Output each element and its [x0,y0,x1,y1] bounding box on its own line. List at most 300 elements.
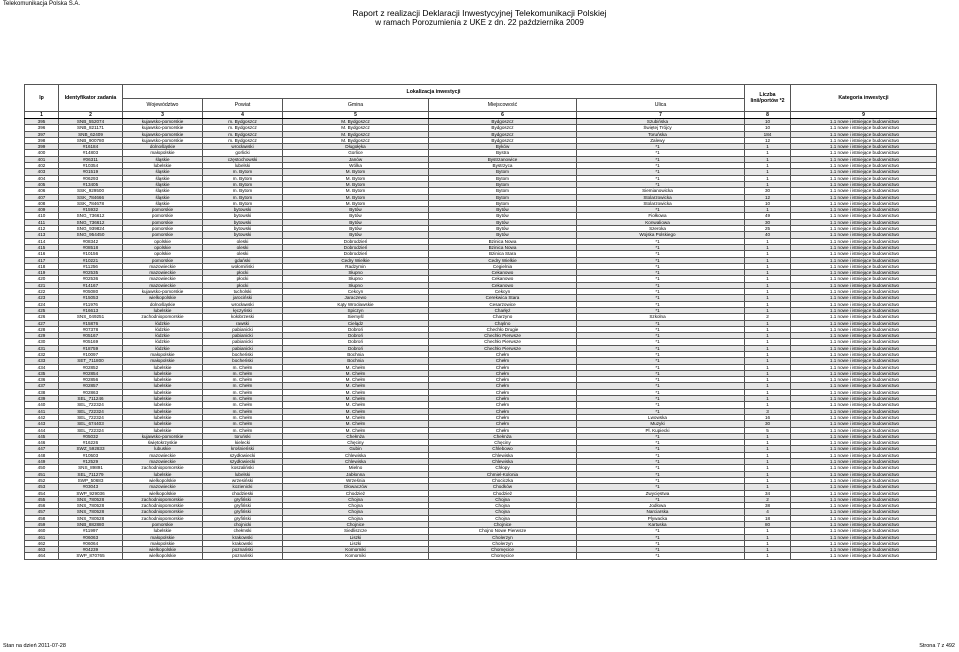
cell-powiat: szydłowiecki [203,452,283,458]
cell-gmina: Radzymin [283,263,429,269]
cell-wojewodztwo: lubelskie [123,383,203,389]
cell-miejscowosc: Chęciny [429,440,577,446]
cell-id: SET_711800 [59,358,123,364]
cell-ulica: *1 [577,276,745,282]
cell-lp: 446 [25,440,59,446]
cell-powiat: pabianicki [203,345,283,351]
cell-liczba: 1 [745,295,791,301]
cell-gmina: Września [283,477,429,483]
cell-powiat: pabianicki [203,326,283,332]
cell-liczba: 1 [745,307,791,313]
cell-liczba: 3 [745,408,791,414]
cell-wojewodztwo: mazowieckie [123,459,203,465]
cell-powiat: m. Chełm [203,402,283,408]
cell-miejscowosc: Chlewiska [429,459,577,465]
cell-lp: 463 [25,547,59,553]
cell-wojewodztwo: lubelskie [123,528,203,534]
cell-wojewodztwo: mazowieckie [123,282,203,288]
cell-wojewodztwo: zachodniopomorskie [123,509,203,515]
cell-wojewodztwo: śląskie [123,188,203,194]
cell-id: #16184 [59,144,123,150]
cell-id: #16613 [59,307,123,313]
cell-gmina: Chojna [283,496,429,502]
cell-liczba: 30 [745,421,791,427]
cell-liczba: 25 [745,226,791,232]
cell-kategoria: 1.1 nowe i istniejące budownictwo [791,301,937,307]
cell-miejscowosc: Bystra [429,150,577,156]
cell-ulica: Muzyki [577,421,745,427]
cell-liczba: 10 [745,125,791,131]
cell-kategoria: 1.1 nowe i istniejące budownictwo [791,119,937,125]
cell-ulica: Zwycięstwa [577,490,745,496]
cell-powiat: poznański [203,553,283,559]
cell-gmina: M. Bytom [283,194,429,200]
cell-kategoria: 1.1 nowe i istniejące budownictwo [791,314,937,320]
cell-liczba: 1 [745,251,791,257]
cell-miejscowosc: Cekanowo [429,276,577,282]
cell-powiat: m. Bytom [203,175,283,181]
cell-liczba: 1 [745,181,791,187]
cell-ulica: Lwowska [577,414,745,420]
cell-gmina: Chełmża [283,433,429,439]
cell-gmina: M. Chełm [283,427,429,433]
cell-liczba: 1 [745,150,791,156]
cell-gmina: Jabłonna [283,471,429,477]
cell-kategoria: 1.1 nowe i istniejące budownictwo [791,389,937,395]
cell-kategoria: 1.1 nowe i istniejące budownictwo [791,289,937,295]
cell-miejscowosc: Chełm [429,414,577,420]
cell-lp: 435 [25,370,59,376]
cell-ulica: Zalewy [577,137,745,143]
cell-miejscowosc: Chełm [429,408,577,414]
cell-kategoria: 1.1 nowe i istniejące budownictwo [791,270,937,276]
cell-miejscowosc: Chojna [429,496,577,502]
cell-lp: 409 [25,207,59,213]
cell-gmina: Siedliszcze [283,528,429,534]
cell-gmina: Kąty Wrocławskie [283,301,429,307]
cell-liczba: 1 [745,540,791,546]
cell-miejscowosc: Chomęcice [429,553,577,559]
cell-wojewodztwo: lubelskie [123,471,203,477]
cell-miejscowosc: Cekanowo [429,270,577,276]
header-ulica: Ulica [577,99,745,112]
cell-liczba: 1 [745,320,791,326]
cell-gmina: Jaraczewo [283,295,429,301]
cell-wojewodztwo: łódzkie [123,326,203,332]
cell-powiat: lubelski [203,471,283,477]
cell-ulica: *1 [577,351,745,357]
cell-lp: 413 [25,232,59,238]
cell-wojewodztwo: pomorskie [123,522,203,528]
cell-wojewodztwo: opolskie [123,244,203,250]
cell-gmina: M. Chełm [283,389,429,395]
cell-liczba: 1 [745,396,791,402]
cell-id: #10097 [59,351,123,357]
cell-id: #02535 [59,270,123,276]
cell-kategoria: 1.1 nowe i istniejące budownictwo [791,232,937,238]
cell-gmina: Słupno [283,276,429,282]
cell-gmina: M. Chełm [283,370,429,376]
cell-wojewodztwo: pomorskie [123,213,203,219]
cell-liczba: 38 [745,503,791,509]
cell-kategoria: 1.1 nowe i istniejące budownictwo [791,339,937,345]
cell-miejscowosc: Cholerzyn [429,534,577,540]
cell-gmina: Chojna [283,503,429,509]
column-number: 8 [745,112,791,119]
cell-miejscowosc: Chechło Pierwsze [429,333,577,339]
cell-gmina: Komorniki [283,553,429,559]
cell-ulica: *1 [577,295,745,301]
cell-miejscowosc: Chechło Pierwsze [429,339,577,345]
cell-wojewodztwo: dolnośląskie [123,144,203,150]
cell-lp: 450 [25,465,59,471]
cell-gmina: M. Chełm [283,383,429,389]
cell-lp: 395 [25,119,59,125]
cell-ulica: Stolarzowicka [577,200,745,206]
header-kategoria: Kategoria inwestycji [791,85,937,112]
cell-liczba: 1 [745,144,791,150]
cell-gmina: M. Chełm [283,402,429,408]
cell-id: #02863 [59,389,123,395]
cell-wojewodztwo: pomorskie [123,257,203,263]
cell-gmina: M. Bydgoszcz [283,119,429,125]
cell-powiat: oleski [203,251,283,257]
cell-id: #06293 [59,175,123,181]
cell-gmina: Bytów [283,213,429,219]
cell-miejscowosc: Chodków [429,484,577,490]
cell-miejscowosc: Chlebowo [429,446,577,452]
cell-kategoria: 1.1 nowe i istniejące budownictwo [791,534,937,540]
header-miejscowosc: Miejscowość [429,99,577,112]
cell-miejscowosc: Chełm [429,421,577,427]
cell-ulica: *1 [577,364,745,370]
cell-kategoria: 1.1 nowe i istniejące budownictwo [791,421,937,427]
cell-gmina: M. Bydgoszcz [283,125,429,131]
cell-powiat: m. Chełm [203,414,283,420]
cell-id: #11976 [59,301,123,307]
cell-miejscowosc: Bydgoszcz [429,125,577,131]
cell-powiat: pabianicki [203,339,283,345]
cell-ulica: Siemianowicka [577,188,745,194]
header-wojewodztwo: Województwo [123,99,203,112]
cell-powiat: m. Chełm [203,364,283,370]
cell-wojewodztwo: śląskie [123,200,203,206]
investment-table [24,84,937,560]
cell-id: #16226 [59,440,123,446]
cell-lp: 425 [25,307,59,313]
cell-ulica: *1 [577,358,745,364]
cell-wojewodztwo: łódzkie [123,345,203,351]
cell-id: #08342 [59,238,123,244]
cell-miejscowosc: Bytom [429,169,577,175]
cell-wojewodztwo: lubelskie [123,414,203,420]
cell-id: SEL_711246 [59,396,123,402]
cell-lp: 419 [25,270,59,276]
header-gmina: Gmina [283,99,429,112]
cell-lp: 448 [25,452,59,458]
cell-wojewodztwo: mazowieckie [123,484,203,490]
cell-id: #02856 [59,377,123,383]
cell-kategoria: 1.1 nowe i istniejące budownictwo [791,244,937,250]
cell-liczba: 1 [745,351,791,357]
cell-id: #11256 [59,263,123,269]
cell-powiat: oleski [203,244,283,250]
cell-wojewodztwo: śląskie [123,181,203,187]
cell-miejscowosc: Chojna [429,515,577,521]
cell-id: #10503 [59,452,123,458]
cell-ulica: *1 [577,433,745,439]
cell-kategoria: 1.1 nowe i istniejące budownictwo [791,219,937,225]
cell-ulica: *1 [577,540,745,546]
cell-liczba: 40 [745,232,791,238]
cell-liczba: 1 [745,547,791,553]
cell-id: SNB_821171 [59,125,123,131]
cell-powiat: poznański [203,547,283,553]
cell-powiat: bocheński [203,358,283,364]
cell-kategoria: 1.1 nowe i istniejące budownictwo [791,433,937,439]
cell-wojewodztwo: kujawsko-pomorskie [123,137,203,143]
cell-id: SWZ_592833 [59,446,123,452]
cell-miejscowosc: Bzinica Nowa [429,244,577,250]
cell-ulica: *1 [577,459,745,465]
cell-gmina: Chojnice [283,522,429,528]
cell-ulica: *1 [577,370,745,376]
cell-liczba: 34 [745,490,791,496]
cell-powiat: kozienicki [203,484,283,490]
cell-gmina: M. Chełm [283,408,429,414]
cell-ulica: *1 [577,553,745,559]
cell-id: #02854 [59,370,123,376]
cell-gmina: Gubin [283,446,429,452]
cell-miejscowosc: Chomęcice [429,547,577,553]
cell-wojewodztwo: śląskie [123,156,203,162]
cell-id: SEL_674403 [59,421,123,427]
cell-miejscowosc: Bydgoszcz [429,119,577,125]
cell-wojewodztwo: lubelskie [123,396,203,402]
cell-kategoria: 1.1 nowe i istniejące budownictwo [791,370,937,376]
cell-kategoria: 1.1 nowe i istniejące budownictwo [791,465,937,471]
cell-ulica: *1 [577,289,745,295]
cell-kategoria: 1.1 nowe i istniejące budownictwo [791,251,937,257]
cell-liczba: 1 [745,484,791,490]
cell-ulica: Stolarzowicka [577,194,745,200]
cell-lp: 399 [25,144,59,150]
cell-ulica: *1 [577,484,745,490]
cell-powiat: płocki [203,270,283,276]
cell-lp: 441 [25,408,59,414]
cell-id: SEL_711279 [59,471,123,477]
cell-gmina: Słupno [283,282,429,288]
cell-lp: 457 [25,509,59,515]
cell-liczba: 1 [745,257,791,263]
cell-liczba: 1 [745,553,791,559]
cell-gmina: Dobroń [283,339,429,345]
cell-powiat: bytowski [203,213,283,219]
cell-gmina: Chojna [283,509,429,515]
cell-gmina: Dobroń [283,333,429,339]
cell-liczba: 1 [745,383,791,389]
cell-miejscowosc: Bytów [429,226,577,232]
cell-id: #01519 [59,169,123,175]
cell-ulica: *1 [577,320,745,326]
cell-liczba: 1 [745,459,791,465]
cell-gmina: M. Chełm [283,414,429,420]
cell-miejscowosc: Cegielnia [429,263,577,269]
cell-id: #06311 [59,156,123,162]
cell-liczba: 1 [745,263,791,269]
cell-liczba: 1 [745,289,791,295]
cell-id: #13405 [59,181,123,187]
cell-kategoria: 1.1 nowe i istniejące budownictwo [791,459,937,465]
cell-wojewodztwo: małopolskie [123,358,203,364]
cell-lp: 458 [25,515,59,521]
cell-ulica: Narciarska [577,509,745,515]
cell-kategoria: 1.1 nowe i istniejące budownictwo [791,396,937,402]
cell-lp: 412 [25,226,59,232]
cell-liczba: 30 [745,219,791,225]
cell-ulica: *1 [577,465,745,471]
cell-id: #18759 [59,345,123,351]
cell-powiat: krośnieński [203,446,283,452]
cell-ulica: *1 [577,496,745,502]
cell-lp: 453 [25,484,59,490]
cell-lp: 421 [25,282,59,288]
cell-id: SNS_89891 [59,465,123,471]
cell-powiat: jarociński [203,295,283,301]
cell-ulica: *1 [577,383,745,389]
cell-lp: 414 [25,238,59,244]
cell-id: SNB_882880 [59,522,123,528]
cell-powiat: chodzieski [203,490,283,496]
cell-miejscowosc: Cedry Wielkie [429,257,577,263]
cell-miejscowosc: Cerekwica Stara [429,295,577,301]
cell-miejscowosc: Chechło Drugie [429,326,577,332]
cell-id: #02536 [59,276,123,282]
cell-wojewodztwo: pomorskie [123,207,203,213]
cell-powiat: m. Chełm [203,383,283,389]
cell-gmina: M. Bytom [283,188,429,194]
cell-liczba: 1 [745,339,791,345]
cell-liczba: 1 [745,156,791,162]
cell-gmina: Komorniki [283,547,429,553]
cell-ulica: *1 [577,238,745,244]
cell-ulica: *1 [577,156,745,162]
cell-powiat: m. Bydgoszcz [203,125,283,131]
cell-kategoria: 1.1 nowe i istniejące budownictwo [791,440,937,446]
cell-id: #06064 [59,540,123,546]
cell-powiat: chełmski [203,528,283,534]
cell-lp: 426 [25,314,59,320]
cell-liczba: 1 [745,433,791,439]
cell-ulica: Świętej Trójcy [577,125,745,131]
cell-powiat: m. Chełm [203,427,283,433]
cell-kategoria: 1.1 nowe i istniejące budownictwo [791,427,937,433]
cell-powiat: łęczyński [203,307,283,313]
cell-gmina: Janów [283,156,429,162]
cell-ulica: *1 [577,181,745,187]
cell-kategoria: 1.1 nowe i istniejące budownictwo [791,175,937,181]
cell-liczba: 1 [745,471,791,477]
cell-id: SNB_900780 [59,137,123,143]
cell-powiat: bytowski [203,207,283,213]
cell-miejscowosc: Chodzież [429,490,577,496]
cell-lp: 408 [25,200,59,206]
report-title-line2: w ramach Porozumienia z UKE z dn. 22 października 2009 [375,18,584,27]
cell-liczba: 10 [745,119,791,125]
cell-wojewodztwo: opolskie [123,251,203,257]
cell-kategoria: 1.1 nowe i istniejące budownictwo [791,452,937,458]
cell-lp: 459 [25,522,59,528]
cell-kategoria: 1.1 nowe i istniejące budownictwo [791,547,937,553]
cell-wojewodztwo: zachodniopomorskie [123,465,203,471]
cell-lp: 436 [25,377,59,383]
cell-wojewodztwo: łódzkie [123,339,203,345]
cell-powiat: płocki [203,276,283,282]
cell-ulica: *1 [577,452,745,458]
cell-kategoria: 1.1 nowe i istniejące budownictwo [791,377,937,383]
cell-ulica: Szeroka [577,226,745,232]
cell-liczba: 1 [745,358,791,364]
cell-liczba: 18 [745,515,791,521]
cell-id: #05080 [59,289,123,295]
cell-wojewodztwo: lubelskie [123,402,203,408]
cell-ulica: *1 [577,326,745,332]
cell-powiat: m. Bytom [203,194,283,200]
cell-ulica: *1 [577,339,745,345]
cell-lp: 429 [25,333,59,339]
cell-powiat: m. Bytom [203,169,283,175]
cell-id: SEL_722324 [59,402,123,408]
cell-id: SNG_954450 [59,232,123,238]
cell-wojewodztwo: kujawsko-pomorskie [123,119,203,125]
cell-id: SWP_929036 [59,490,123,496]
cell-miejscowosc: Bytom [429,188,577,194]
cell-lp: 455 [25,496,59,502]
cell-kategoria: 1.1 nowe i istniejące budownictwo [791,150,937,156]
cell-ulica: Szubińska [577,119,745,125]
cell-kategoria: 1.1 nowe i istniejące budownictwo [791,351,937,357]
cell-gmina: M. Bydgoszcz [283,131,429,137]
cell-id: SNB_62409 [59,131,123,137]
cell-gmina: Liszki [283,534,429,540]
cell-kategoria: 1.1 nowe i istniejące budownictwo [791,295,937,301]
cell-id: #05032 [59,433,123,439]
cell-lp: 416 [25,251,59,257]
header-liczba: Liczba linii/portów *2 [745,85,791,112]
cell-ulica: *1 [577,408,745,414]
cell-wojewodztwo: mazowieckie [123,452,203,458]
cell-powiat: wołomiński [203,263,283,269]
cell-kategoria: 1.1 nowe i istniejące budownictwo [791,194,937,200]
cell-id: SSK_784678 [59,200,123,206]
cell-miejscowosc: Chmiel-Kolonia [429,471,577,477]
cell-kategoria: 1.1 nowe i istniejące budownictwo [791,471,937,477]
cell-lp: 400 [25,150,59,156]
cell-powiat: gryfiński [203,503,283,509]
cell-kategoria: 1.1 nowe i istniejące budownictwo [791,307,937,313]
cell-miejscowosc: Chełm [429,427,577,433]
cell-ulica: *1 [577,377,745,383]
cell-id: SNS_780528 [59,496,123,502]
cell-lp: 438 [25,389,59,395]
cell-miejscowosc: Chlewiska [429,452,577,458]
cell-kategoria: 1.1 nowe i istniejące budownictwo [791,503,937,509]
cell-miejscowosc: Charłęż [429,307,577,313]
cell-gmina: Dobrodzień [283,244,429,250]
cell-gmina: Cedry Wielkie [283,257,429,263]
cell-lp: 402 [25,163,59,169]
cell-ulica: *1 [577,207,745,213]
